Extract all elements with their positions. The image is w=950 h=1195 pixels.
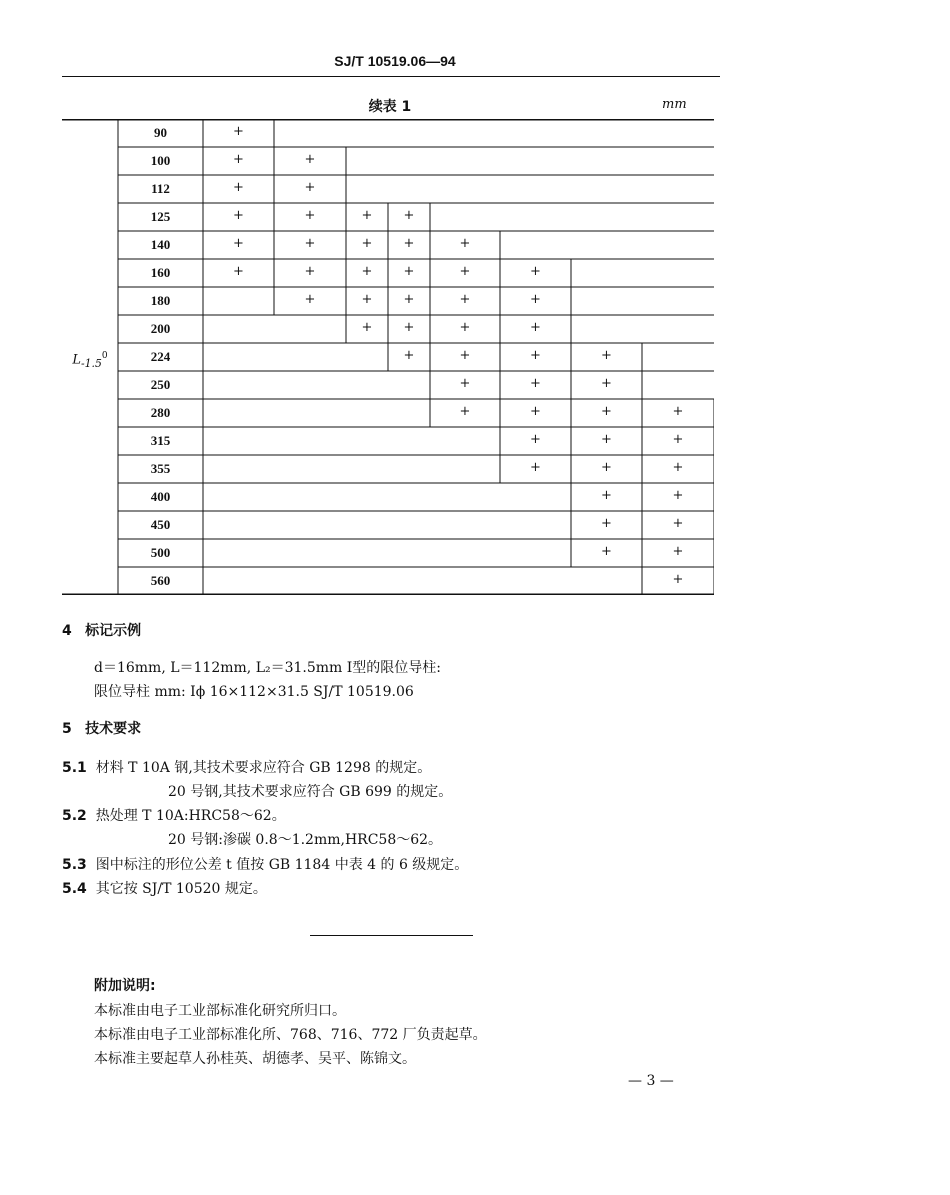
marking-example-line-1: d＝16mm, L＝112mm, L₂＝31.5mm Ⅰ型的限位导柱:	[94, 660, 442, 676]
row-length-label: 250	[150, 377, 171, 392]
availability-mark: +	[233, 208, 244, 223]
row-length-label: 200	[150, 321, 171, 336]
availability-mark: +	[601, 544, 612, 559]
availability-mark: +	[459, 264, 471, 279]
availability-mark: +	[304, 236, 316, 251]
availability-mark: +	[403, 264, 415, 279]
availability-mark: +	[601, 404, 612, 419]
row-length-label: 355	[150, 461, 171, 476]
row-length-label: 180	[150, 293, 171, 308]
availability-mark: +	[530, 320, 541, 335]
availability-mark: +	[530, 348, 541, 363]
marking-example-line-2: 限位导柱 mm: Ⅰϕ 16×112×31.5 SJ/T 10519.06	[94, 684, 414, 700]
availability-mark: +	[601, 432, 612, 447]
availability-mark: +	[672, 404, 684, 419]
row-length-label: 400	[150, 489, 171, 504]
availability-mark: +	[672, 432, 684, 447]
availability-mark: +	[304, 292, 316, 307]
availability-mark: +	[403, 348, 415, 363]
item-5-2: 5.2 热处理 T 10A:HRC58～62。	[62, 808, 286, 824]
availability-mark: +	[304, 180, 316, 195]
availability-mark: +	[361, 264, 373, 279]
availability-mark: +	[403, 236, 415, 251]
availability-mark: +	[403, 320, 415, 335]
table-title: 续表 1	[368, 99, 412, 115]
row-length-label: 450	[150, 517, 171, 532]
table-unit: mm	[662, 97, 687, 112]
item-5-4: 5.4 其它按 SJ/T 10520 规定。	[62, 881, 267, 897]
availability-mark: +	[530, 376, 541, 391]
item-5-3: 5.3 图中标注的形位公差 t 值按 GB 1184 中表 4 的 6 级规定。	[62, 857, 469, 873]
availability-mark: +	[672, 516, 684, 531]
notes-line-2: 本标准由电子工业部标准化所、768、716、772 厂负责起草。	[94, 1027, 487, 1043]
availability-mark: +	[530, 292, 541, 307]
availability-mark: +	[601, 348, 612, 363]
param-tolerance-sup: 0	[101, 351, 108, 361]
availability-mark: +	[601, 376, 612, 391]
notes-title: 附加说明:	[94, 978, 156, 994]
availability-mark: +	[361, 292, 373, 307]
availability-mark: +	[233, 180, 244, 195]
row-length-label: 224	[150, 349, 171, 364]
header-rule	[62, 76, 720, 77]
param-label: $L_{-1.5}^0$	[72, 351, 108, 370]
item-5-2-cont: 20 号钢:渗碳 0.8～1.2mm,HRC58～62。	[168, 832, 443, 848]
availability-mark: +	[304, 208, 316, 223]
availability-mark: +	[403, 208, 415, 223]
availability-mark: +	[459, 236, 471, 251]
row-length-label: 160	[150, 265, 171, 280]
availability-mark: +	[601, 516, 612, 531]
end-rule	[310, 935, 473, 936]
row-length-label: 90	[154, 125, 167, 140]
availability-mark: +	[530, 264, 541, 279]
item-5-1: 5.1 材料 T 10A 钢,其技术要求应符合 GB 1298 的规定。	[62, 760, 432, 776]
section-5-heading: 5 技术要求	[62, 721, 142, 737]
availability-mark: +	[530, 404, 541, 419]
row-length-label: 500	[150, 545, 171, 560]
page-number: — 3 —	[628, 1073, 674, 1089]
availability-mark: +	[601, 460, 612, 475]
notes-line-1: 本标准由电子工业部标准化研究所归口。	[94, 1003, 346, 1019]
row-length-label: 280	[150, 405, 171, 420]
availability-mark: +	[361, 208, 373, 223]
param-tolerance-sub: -1.5	[81, 356, 102, 370]
document-code: SJ/T 10519.06—94	[334, 53, 456, 69]
item-5-1-cont: 20 号钢,其技术要求应符合 GB 699 的规定。	[168, 784, 453, 800]
availability-mark: +	[672, 572, 684, 587]
notes-line-3: 本标准主要起草人孙桂英、胡德孝、吴平、陈锦文。	[94, 1051, 416, 1067]
row-length-label: 560	[150, 573, 171, 588]
availability-mark: +	[459, 292, 471, 307]
availability-mark: +	[530, 460, 541, 475]
availability-mark: +	[304, 152, 316, 167]
row-length-label: 112	[151, 181, 170, 196]
availability-mark: +	[459, 348, 471, 363]
availability-mark: +	[601, 488, 612, 503]
availability-mark: +	[233, 264, 244, 279]
availability-mark: +	[304, 264, 316, 279]
row-length-label: 100	[150, 153, 171, 168]
availability-mark: +	[403, 292, 415, 307]
size-table	[62, 119, 714, 597]
availability-mark: +	[459, 376, 471, 391]
availability-mark: +	[361, 320, 373, 335]
availability-mark: +	[459, 320, 471, 335]
availability-mark: +	[233, 152, 244, 167]
row-length-label: 315	[150, 433, 171, 448]
section-4-heading: 4 标记示例	[62, 623, 142, 639]
availability-mark: +	[361, 236, 373, 251]
availability-mark: +	[672, 488, 684, 503]
availability-mark: +	[233, 236, 244, 251]
availability-mark: +	[672, 544, 684, 559]
availability-mark: +	[672, 460, 684, 475]
row-length-label: 125	[150, 209, 171, 224]
row-length-label: 140	[150, 237, 171, 252]
availability-mark: +	[459, 404, 471, 419]
availability-mark: +	[233, 124, 244, 139]
availability-mark: +	[530, 432, 541, 447]
